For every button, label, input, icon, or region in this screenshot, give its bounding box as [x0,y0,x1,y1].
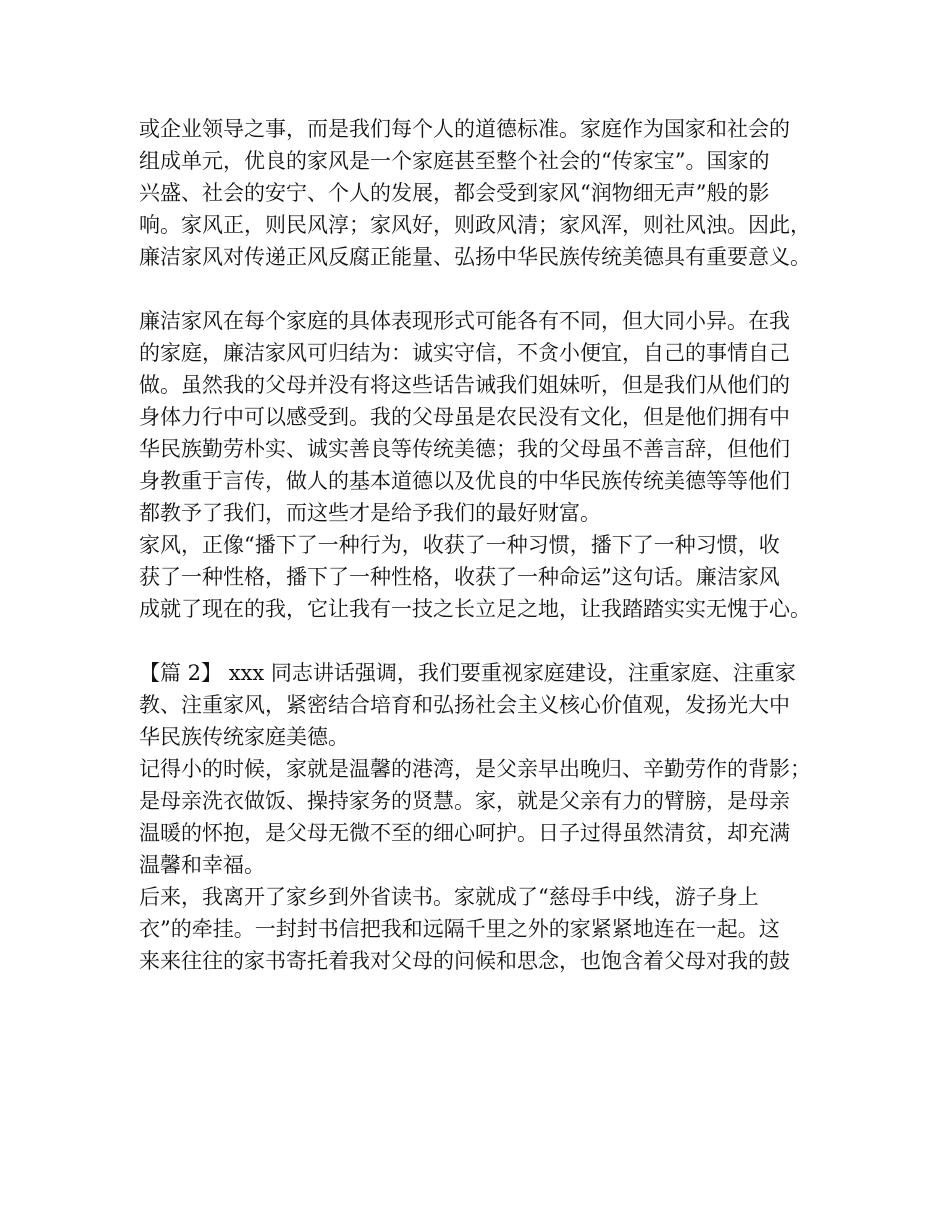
text-line: 衣”的牵挂。一封封书信把我和远隔千里之外的家紧紧地连在一起。这 [139,917,780,941]
text-line: 都教予了我们，而这些才是给予我们的最好财富。 [139,501,601,525]
text-line: 兴盛、社会的安宁、个人的发展，都会受到家风“润物细无声”般的影 [139,181,770,205]
text-line: 温馨和幸福。 [139,853,265,877]
text-line: 来来往往的家书寄托着我对父母的问候和思念，也饱含着父母对我的鼓 [139,949,790,973]
text-line: 廉洁家风在每个家庭的具体表现形式可能各有不同，但大同小异。在我 [139,309,790,333]
text-line: 廉洁家风对传递正风反腐正能量、弘扬中华民族传统美德具有重要意义。 [139,245,811,269]
text-line: 获了一种性格，播下了一种性格，收获了一种命运”这句话。廉洁家风 [139,565,780,589]
text-line: 教、注重家风，紧密结合培育和弘扬社会主义核心价值观，发扬光大中 [139,693,790,717]
text-line: 或企业领导之事，而是我们每个人的道德标准。家庭作为国家和社会的 [139,117,790,141]
text-line: 温暖的怀抱，是父母无微不至的细心呵护。日子过得虽然清贫，却充满 [139,821,790,845]
text-line: 是母亲洗衣做饭、操持家务的贤慧。家，就是父亲有力的臂膀，是母亲 [139,789,790,813]
text-line: 家风，正像“播下了一种行为，收获了一种习惯，播下了一种习惯，收 [139,533,780,557]
text-line: 的家庭，廉洁家风可归结为：诚实守信，不贪小便宜，自己的事情自己 [139,341,790,365]
text-line: 做。虽然我的父母并没有将这些话告诫我们姐妹听，但是我们从他们的 [139,373,790,397]
text-line: 【篇 2】 xxx 同志讲话强调，我们要重视家庭建设，注重家庭、注重家 [139,661,796,685]
text-line: 后来，我离开了家乡到外省读书。家就成了“慈母手中线，游子身上 [139,885,759,909]
document-body [139,113,839,977]
text-line: 华民族传统家庭美德。 [139,725,349,749]
paragraph-gap [139,273,839,305]
text-line: 身教重于言传，做人的基本道德以及优良的中华民族传统美德等等他们 [139,469,790,493]
text-line: 响。家风正，则民风淳；家风好，则政风清；家风浑，则社风浊。因此， [139,213,811,237]
text-line: 记得小的时候，家就是温馨的港湾，是父亲早出晚归、辛勤劳作的背影； [139,757,811,781]
paragraph-gap [139,625,839,657]
text-line: 成就了现在的我，它让我有一技之长立足之地，让我踏踏实实无愧于心。 [139,597,811,621]
text-line: 组成单元，优良的家风是一个家庭甚至整个社会的“传家宝”。国家的 [139,149,770,173]
text-line: 身体力行中可以感受到。我的父母虽是农民没有文化，但是他们拥有中 [139,405,790,429]
text-line: 华民族勤劳朴实、诚实善良等传统美德；我的父母虽不善言辞，但他们 [139,437,790,461]
